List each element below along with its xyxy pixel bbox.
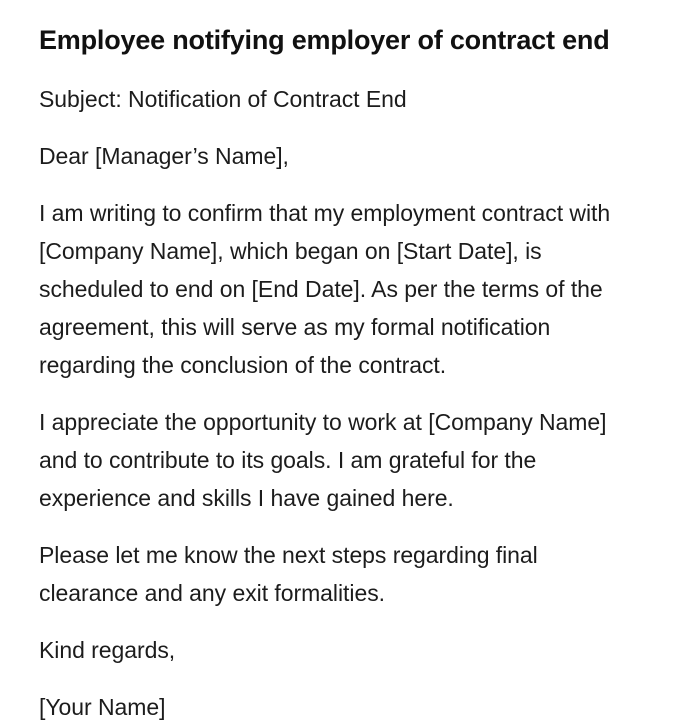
body-paragraph-appreciation: I appreciate the opportunity to work at [Company Name] and to contribute to its goals. I am grateful for the experience and skills I have gained here. xyxy=(39,409,607,511)
page-title: Employee notifying employer of contract end xyxy=(39,25,610,55)
salutation-line: Dear [Manager’s Name], xyxy=(39,143,289,169)
body-paragraph-next-steps: Please let me know the next steps regarding final clearance and any exit formalities. xyxy=(39,542,538,606)
signature-line: [Your Name] xyxy=(39,694,166,720)
closing-line: Kind regards, xyxy=(39,637,176,663)
letter-body xyxy=(39,80,642,726)
body-paragraph-notification: I am writing to confirm that my employment contract with [Company Name], which began on [Start Date], is scheduled to end on [End Date]. As per the terms of the agreement, this will serve as my formal notification regarding the conclusion of the contract. xyxy=(39,200,611,378)
subject-line: Subject: Notification of Contract End xyxy=(39,86,407,112)
